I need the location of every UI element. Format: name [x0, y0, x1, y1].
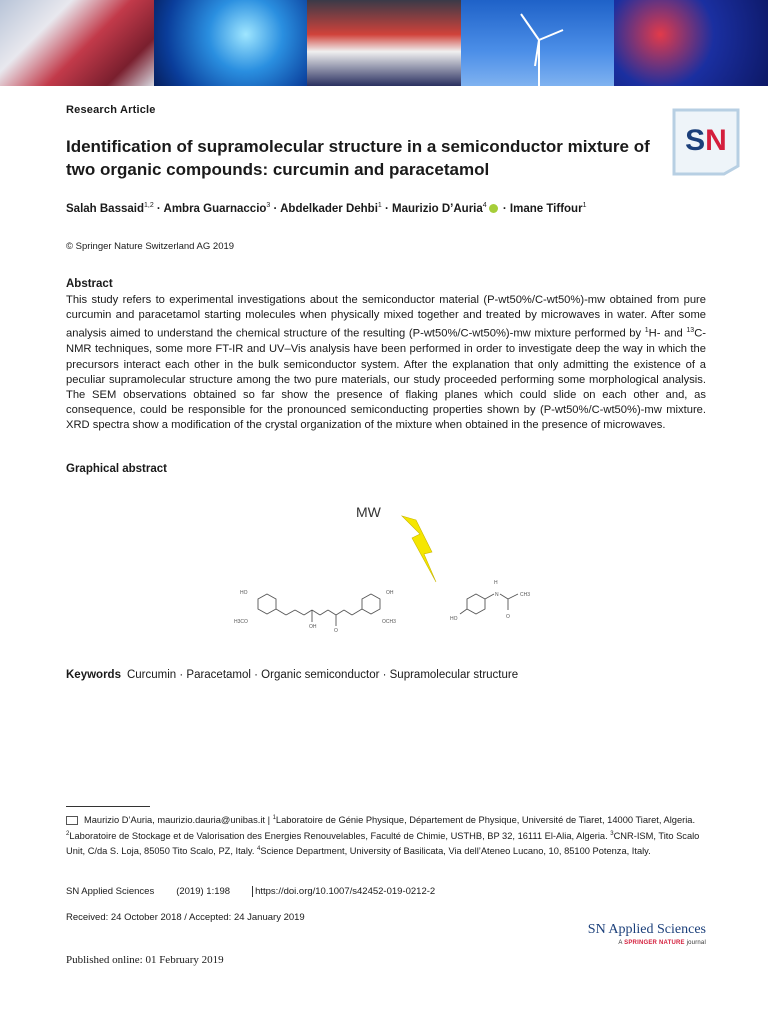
journal-volume: (2019) 1:198 [176, 886, 231, 897]
abstract-text: C-NMR techniques, some more FT-IR and UV–Vis analysis have been performed in order to investigate deep the way in which the precursors interact each other in the bulk semiconductor system. After the explanation that only admitting the existence of a peculiar supramolecular structure among the two pure materials, our study proceeded performing some morphological analysis. The SEM observations obtained so far show the presence of flaking planes which could slide on each other and, as consequence, could be responsible for the pronounced semiconducting properties shown by (P-wt50%/C-wt50%)-mw mixture. XRD spectra show a modification of the crystal organization of the mixture when obtained in the presence of microwaves. [66, 328, 706, 432]
author-affiliation: 3 [266, 202, 271, 209]
svg-text:OCH3: OCH3 [382, 619, 396, 625]
author-affiliation: 1 [377, 202, 382, 209]
author-separator: · [381, 202, 393, 215]
author-affiliation: 1,2 [143, 202, 154, 209]
superscript: 13 [686, 327, 695, 335]
footnote-divider [66, 806, 150, 807]
keywords-text: Curcumin · Paracetamol · Organic semiconductor · Supramolecular structure [126, 669, 519, 681]
author-separator: · [270, 202, 281, 215]
svg-text:HO: HO [240, 590, 248, 596]
corresponding-author[interactable]: Maurizio D’Auria, maurizio.dauria@unibas.it | [84, 815, 273, 826]
banner-image-energy [154, 0, 308, 86]
affiliation-footnote: Maurizio D’Auria, maurizio.dauria@unibas.it | $^1$Laboratoire de Génie Physique, Département de Physique, Université de Tiaret, 14000 Tiaret, Algeria. $^2$Laboratoire de Stockage et de Valorisation des Energies Renouvelables, Faculté de Chimie, USTHB, BP 32, 16111 El-Alia, Algeria. $^3$CNR-ISM, Tito Scalo Unit, C/da S. Loja, 85050 Tito Scalo, PZ, Italy. $^4$Science Department, University of Basilicata, Via dell’Ateneo Lucano, 10, 85100 Potenza, Italy. [66, 815, 700, 857]
banner-image-lab [0, 0, 154, 86]
published-date: Published online: 01 February 2019 [66, 954, 224, 966]
lightning-bolt-icon [402, 516, 436, 582]
paracetamol-structure [460, 594, 518, 614]
doi-link[interactable]: https://doi.org/10.1007/s42452-019-0212-2 [252, 886, 435, 897]
svg-text:OH: OH [309, 624, 317, 630]
article-title: Identification of supramolecular structure in a semiconductor mixture of two organic compounds: curcumin and paracetamol [66, 137, 650, 179]
header-banner [0, 0, 768, 86]
keywords-label: Keywords [66, 669, 121, 681]
journal-brand-name: SN Applied Sciences [587, 922, 706, 937]
graphical-abstract-heading: Graphical abstract [66, 463, 167, 475]
keywords-line [66, 669, 518, 681]
journal-brand [570, 922, 706, 946]
author-name: Ambra Guarnaccio [163, 202, 267, 215]
copyright-notice: © Springer Nature Switzerland AG 2019 [66, 241, 235, 252]
abstract-text: H- and [648, 328, 687, 341]
received-dates: Received: 24 October 2018 / Accepted: 24 January 2019 [66, 912, 305, 923]
publisher-tagline: A SPRINGER NATURE journal [618, 940, 706, 946]
author-separator: · [153, 202, 164, 215]
mw-label: MW [356, 504, 381, 520]
curcumin-structure [258, 594, 380, 626]
svg-text:HO: HO [450, 616, 458, 622]
author-name: Imane Tiffour [509, 202, 583, 215]
superscript: 1 [644, 327, 649, 335]
svg-text:O: O [506, 614, 510, 620]
banner-image-molecules [614, 0, 768, 86]
banner-image-machine [307, 0, 461, 86]
svg-text:H: H [494, 580, 498, 586]
author-list [66, 202, 586, 215]
author-affiliation: 4 [482, 202, 487, 209]
svg-text:OH: OH [386, 590, 394, 596]
svg-text:O: O [334, 628, 338, 634]
author-separator: · [499, 202, 510, 215]
author-name: Maurizio D’Auria [392, 202, 483, 215]
wind-turbine-icon [461, 0, 615, 86]
author-name: Abdelkader Dehbi [280, 202, 378, 215]
orcid-icon[interactable] [489, 204, 498, 213]
article-type-label: Research Article [66, 104, 156, 116]
journal-citation [66, 886, 435, 897]
graphical-abstract-figure [232, 502, 536, 642]
envelope-icon [66, 816, 78, 825]
author-name: Salah Bassaid [66, 202, 144, 215]
journal-name: SN Applied Sciences [66, 886, 155, 897]
abstract-heading: Abstract [66, 278, 113, 290]
svg-text:SN: SN [685, 124, 727, 157]
author-affiliation: 1 [582, 202, 587, 209]
svg-text:CH3: CH3 [520, 592, 531, 598]
abstract-body [66, 293, 706, 434]
svg-text:H3CO: H3CO [234, 619, 248, 625]
banner-image-wind-turbine [461, 0, 615, 86]
svg-text:N: N [495, 592, 499, 598]
abstract-text: This study refers to experimental investigations about the semiconductor material (P-wt50%/C-wt50%)-mw obtained from pure curcumin and paracetamol starting molecules when physically mixed together and treated by microwaves in water. After some analysis aimed to understand the chemical structure of the resulting (P-wt50%/C-wt50%)-mw mixture performed by [66, 294, 706, 341]
sn-logo [672, 108, 740, 176]
